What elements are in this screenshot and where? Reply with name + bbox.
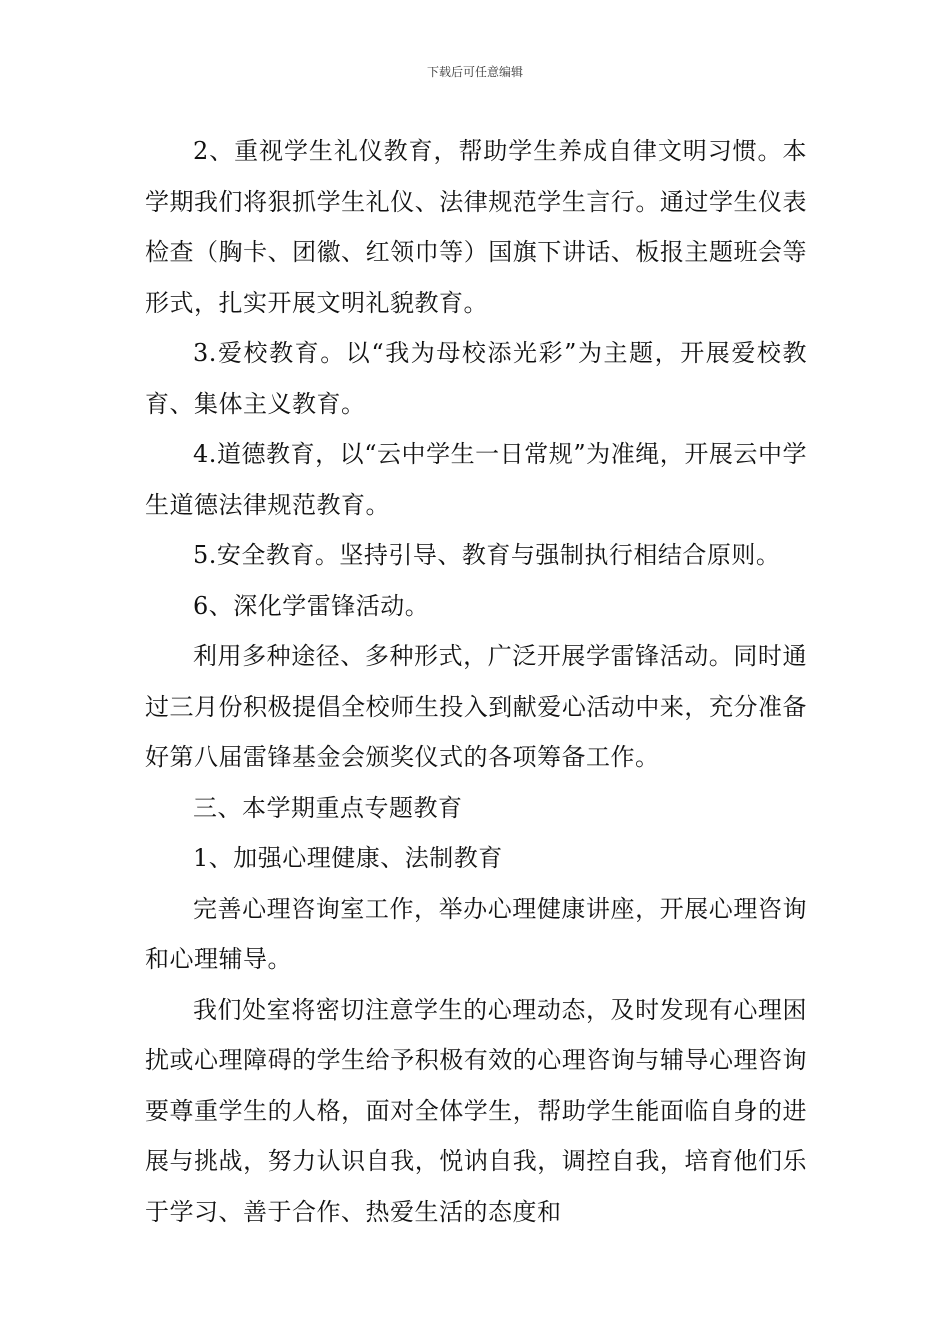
- paragraph-safety-education: 5.安全教育。坚持引导、教育与强制执行相结合原则。: [193, 541, 781, 569]
- paragraph-counseling-room: 完善心理咨询室工作，举办心理健康讲座，开展心理咨询和心理辅导。: [145, 894, 807, 973]
- page-header: 下载后可任意编辑: [426, 65, 523, 79]
- paragraph-etiquette-education: 2、重视学生礼仪教育，帮助学生养成自律文明习惯。本学期我们将狠抓学生礼仪、法律规范学生言行。通过学生仪表检查（胸卡、团徽、红领巾等）国旗下讲话、板报主题班会等形式，扎实开展文明礼貌教育。: [145, 137, 807, 317]
- subheading-mental-health-legal: 1、加强心理健康、法制教育: [193, 844, 503, 872]
- section-heading-key-topics: 三、本学期重点专题教育: [193, 793, 463, 822]
- document-body: [145, 126, 807, 1237]
- paragraph-moral-education: 4.道德教育，以“云中学生一日常规”为准绳，开展云中学生道德法律规范教育。: [145, 440, 807, 519]
- paragraph-psychological-care: 我们处室将密切注意学生的心理动态，及时发现有心理困扰或心理障碍的学生给予积极有效的心理咨询与辅导心理咨询要尊重学生的人格，面对全体学生，帮助学生能面临自身的进展与挑战，努力认识自我，悦讷自我，调控自我，培育他们乐于学习、善于合作、热爱生活的态度和: [145, 995, 807, 1226]
- paragraph-lei-feng-activities: 利用多种途径、多种形式，广泛开展学雷锋活动。同时通过三月份积极提倡全校师生投入到献爱心活动中来，充分准备好第八届雷锋基金会颁奖仪式的各项筹备工作。: [145, 642, 807, 771]
- paragraph-school-love-education: 3.爱校教育。以“我为母校添光彩”为主题，开展爱校教育、集体主义教育。: [145, 339, 807, 418]
- paragraph-lei-feng-heading: 6、深化学雷锋活动。: [193, 591, 430, 620]
